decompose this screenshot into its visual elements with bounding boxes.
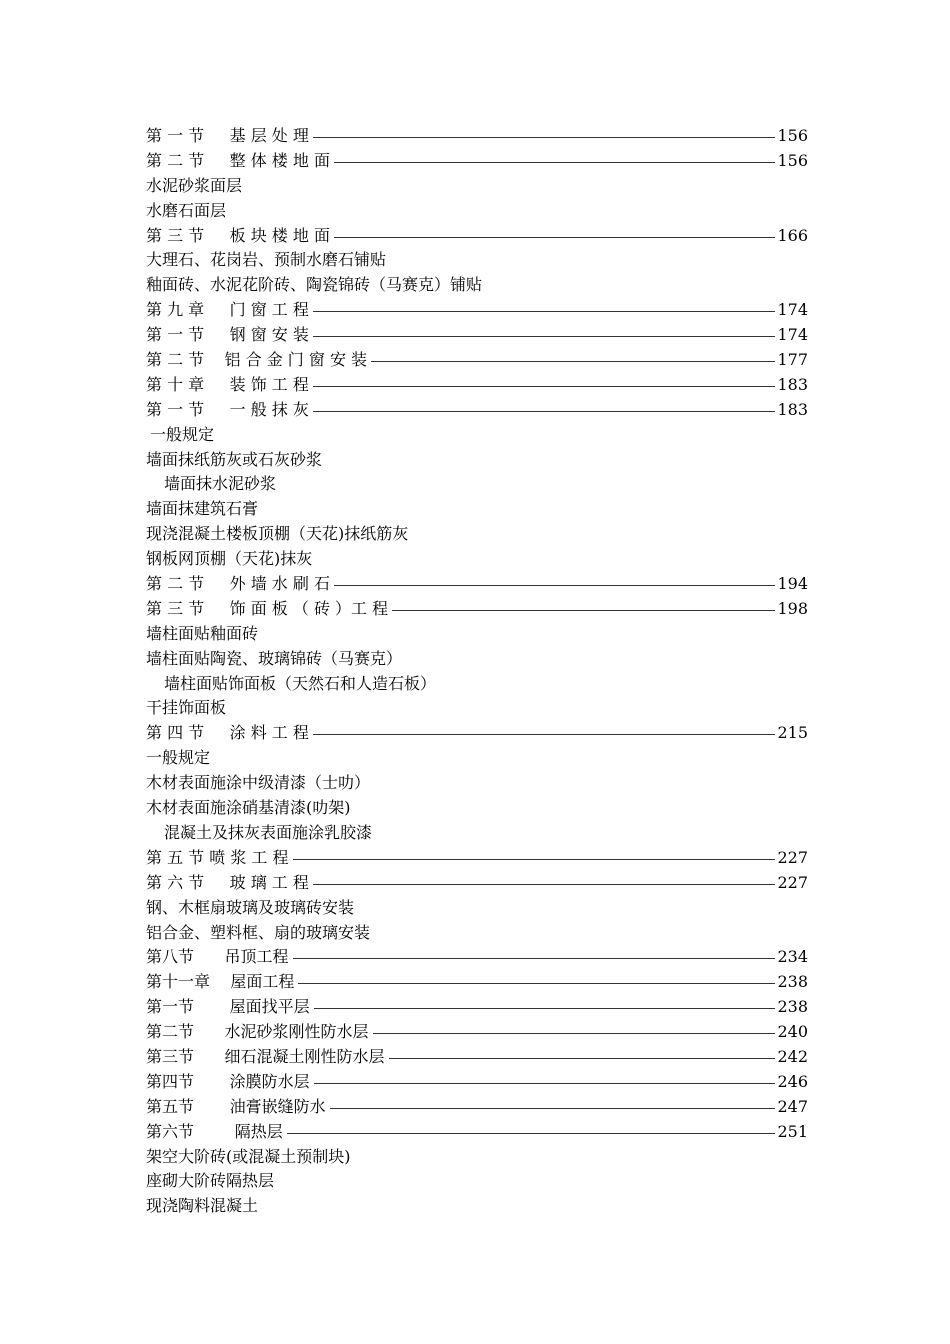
toc-subentry [146, 448, 808, 473]
toc-entry-label: 釉面砖、水泥花阶砖、陶瓷锦砖（马赛克）铺贴 [146, 275, 483, 295]
toc-entry-label: 铝合金、塑料框、扇的玻璃安装 [146, 922, 371, 942]
toc-entry [146, 1070, 808, 1095]
toc-subentry [146, 547, 808, 572]
toc-page-number: 251 [777, 1121, 808, 1141]
toc-subentry [146, 273, 808, 298]
toc-leader-line [392, 610, 775, 611]
toc-leader-line [313, 411, 776, 412]
toc-leader-line [313, 311, 776, 312]
toc-page-number: 174 [777, 300, 808, 320]
toc-entry-label: 第 三 节 饰 面 板 （ 砖 ）工 程 [146, 598, 389, 618]
toc-subentry [146, 1169, 808, 1194]
toc-entry [146, 846, 808, 871]
toc-leader-line [389, 1058, 776, 1059]
toc-subentry [146, 199, 808, 224]
toc-entry [146, 298, 808, 323]
toc-page-number: 183 [777, 399, 808, 419]
toc-subentry [146, 497, 808, 522]
toc-subentry [146, 423, 808, 448]
toc-entry-label: 钢、木框扇玻璃及玻璃砖安装 [146, 897, 355, 917]
toc-page-number: 227 [777, 847, 808, 867]
toc-leader-line [313, 137, 776, 138]
toc-entry [146, 149, 808, 174]
toc-page-number: 198 [777, 598, 808, 618]
toc-entry-label: 水泥砂浆面层 [146, 175, 243, 195]
toc-entry-label: 第 五 节 喷 浆 工 程 [146, 847, 289, 867]
toc-subentry [146, 522, 808, 547]
toc-entry-label: 第 十 章 装 饰 工 程 [146, 374, 309, 394]
toc-entry [146, 1020, 808, 1045]
toc-subentry [146, 1145, 808, 1170]
toc-leader-line [293, 859, 776, 860]
toc-entry-label: 第 六 节 玻 璃 工 程 [146, 872, 309, 892]
toc-entry-label: 第 一 节 基 层 处 理 [146, 126, 309, 145]
toc-entry-label: 一般规定 [150, 424, 215, 444]
toc-subentry [146, 174, 808, 199]
toc-subentry [146, 647, 808, 672]
toc-entry-label: 钢板网顶棚（天花)抹灰 [146, 549, 313, 569]
toc-leader-line [313, 884, 776, 885]
toc-leader-line [313, 386, 776, 387]
toc-subentry [146, 821, 808, 846]
toc-entry [146, 572, 808, 597]
toc-entry-label: 第六节 隔热层 [146, 1121, 283, 1141]
toc-subentry [146, 472, 808, 497]
toc-page-number: 238 [777, 972, 808, 992]
toc-entry [146, 398, 808, 423]
toc-page-number: 240 [777, 1022, 808, 1042]
toc-page-number: 166 [777, 225, 808, 245]
toc-entry-label: 墙面抹纸筋灰或石灰砂浆 [146, 449, 323, 469]
toc-leader-line [334, 237, 776, 238]
toc-entry-label: 第十一章 屋面工程 [146, 972, 295, 992]
toc-leader-line [287, 1133, 776, 1134]
toc-entry-label: 座砌大阶砖隔热层 [146, 1171, 275, 1191]
toc-page-number: 177 [777, 350, 808, 370]
toc-entry-label: 第 三 节 板 块 楼 地 面 [146, 225, 330, 245]
toc-page-number: 183 [777, 374, 808, 394]
toc-entry [146, 970, 808, 995]
toc-page-number: 246 [777, 1071, 808, 1091]
toc-entry-label: 水磨石面层 [146, 200, 227, 220]
table-of-contents [146, 124, 808, 1219]
toc-leader-line [298, 983, 775, 984]
toc-entry-label: 第 九 章 门 窗 工 程 [146, 300, 309, 320]
toc-leader-line [313, 336, 776, 337]
toc-subentry [146, 248, 808, 273]
toc-entry-label: 木材表面施涂硝基清漆(叻架) [146, 798, 351, 818]
toc-entry-label: 第三节 细石混凝土刚性防水层 [146, 1046, 385, 1066]
toc-entry [146, 1045, 808, 1070]
toc-entry-label: 第 一 节 一 般 抹 灰 [146, 399, 309, 419]
toc-page-number: 156 [777, 150, 808, 170]
toc-entry-label: 第二节 水泥砂浆刚性防水层 [146, 1022, 369, 1042]
toc-subentry [146, 622, 808, 647]
toc-entry-label: 墙面抹水泥砂浆 [164, 474, 277, 494]
toc-leader-line [314, 1083, 776, 1084]
toc-page-number: 238 [777, 997, 808, 1017]
toc-page-number: 242 [777, 1046, 808, 1066]
toc-page-number: 247 [777, 1096, 808, 1116]
toc-entry [146, 721, 808, 746]
toc-entry-label: 干挂饰面板 [146, 698, 227, 718]
toc-entry-label: 木材表面施涂中级清漆（士叻） [146, 773, 371, 793]
toc-entry-label: 第 四 节 涂 料 工 程 [146, 723, 309, 743]
toc-entry-label: 第 二 节 整 体 楼 地 面 [146, 150, 330, 170]
toc-page-number: 194 [777, 574, 808, 594]
toc-entry [146, 323, 808, 348]
toc-entry-label: 第 二 节 外 墙 水 刷 石 [146, 574, 330, 594]
toc-entry [146, 1095, 808, 1120]
toc-leader-line [334, 585, 776, 586]
toc-entry-label: 一般规定 [146, 748, 211, 768]
toc-entry-label: 第 二 节 铝 合 金 门 窗 安 装 [146, 350, 368, 370]
toc-page-number: 227 [777, 872, 808, 892]
toc-entry-label: 第八节 吊顶工程 [146, 947, 289, 967]
toc-subentry [146, 896, 808, 921]
toc-subentry [146, 796, 808, 821]
toc-entry-label: 墙柱面贴陶瓷、玻璃锦砖（马赛克） [146, 648, 403, 668]
toc-leader-line [293, 958, 776, 959]
toc-entry-label: 架空大阶砖(或混凝土预制块) [146, 1146, 351, 1166]
toc-leader-line [371, 361, 775, 362]
toc-subentry [146, 771, 808, 796]
toc-page-number: 234 [777, 947, 808, 967]
toc-entry-label: 第 一 节 钢 窗 安 装 [146, 325, 309, 345]
toc-leader-line [334, 162, 776, 163]
toc-entry-label: 第五节 油膏嵌缝防水 [146, 1096, 326, 1116]
toc-entry [146, 597, 808, 622]
toc-subentry [146, 696, 808, 721]
toc-entry-label: 第四节 涂膜防水层 [146, 1071, 310, 1091]
toc-entry-label: 大理石、花岗岩、预制水磨石铺贴 [146, 250, 387, 270]
toc-entry [146, 871, 808, 896]
toc-entry-label: 第一节 屋面找平层 [146, 997, 310, 1017]
toc-entry-label: 墙面抹建筑石膏 [146, 499, 259, 519]
toc-entry [146, 224, 808, 249]
toc-entry-label: 混凝土及抹灰表面施涂乳胶漆 [164, 822, 373, 842]
toc-subentry [146, 1194, 808, 1219]
toc-page-number: 174 [777, 325, 808, 345]
toc-entry [146, 995, 808, 1020]
toc-entry-label: 现浇陶料混凝土 [146, 1196, 259, 1216]
toc-subentry [146, 672, 808, 697]
toc-subentry [146, 921, 808, 946]
toc-subentry [146, 746, 808, 771]
toc-page-number: 156 [777, 126, 808, 145]
toc-entry [146, 348, 808, 373]
toc-entry-label: 墙柱面贴釉面砖 [146, 623, 259, 643]
toc-leader-line [373, 1033, 776, 1034]
toc-leader-line [313, 734, 776, 735]
toc-leader-line [330, 1108, 776, 1109]
toc-entry [146, 124, 808, 149]
toc-entry [146, 945, 808, 970]
toc-entry-label: 墙柱面贴饰面板（天然石和人造石板） [164, 673, 437, 693]
toc-entry [146, 1120, 808, 1145]
toc-entry-label: 现浇混凝土楼板顶棚（天花)抹纸筋灰 [146, 524, 409, 544]
toc-leader-line [314, 1008, 776, 1009]
toc-page-number: 215 [777, 723, 808, 743]
toc-entry [146, 373, 808, 398]
